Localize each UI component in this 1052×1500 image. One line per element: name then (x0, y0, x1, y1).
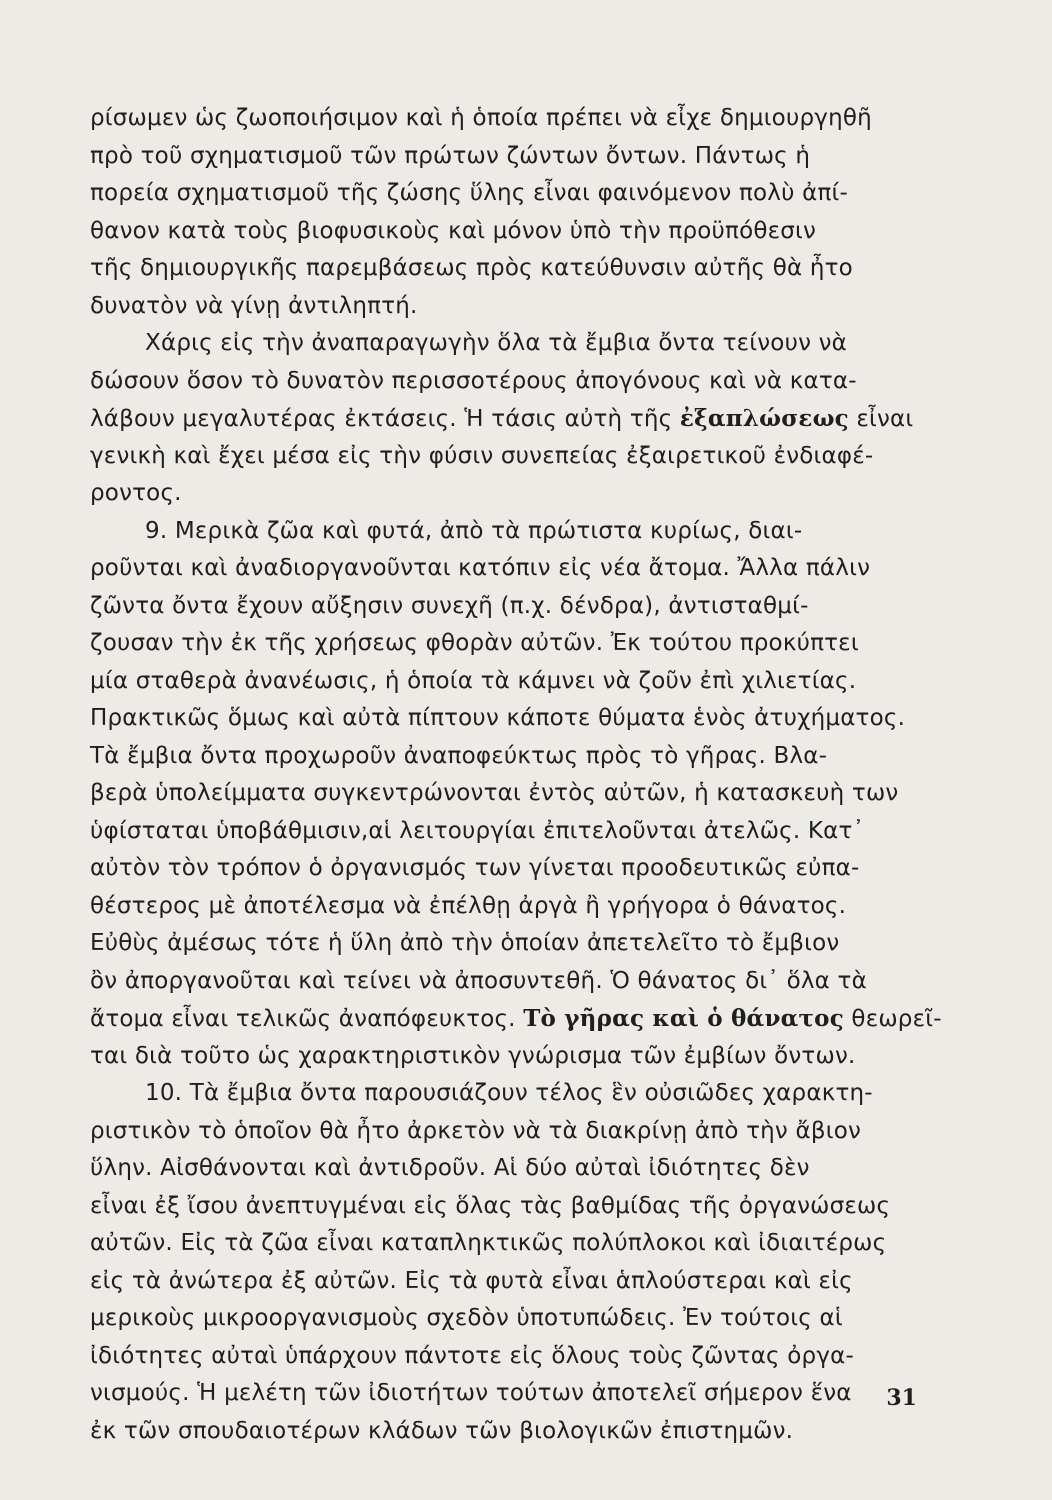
text-line: ὕλην. Αἰσθάνονται καὶ ἀντιδροῦν. Αἱ δύο αὐταὶ ἰδιότητες δὲν (90, 1155, 810, 1181)
text-line: θέστερος μὲ ἀποτέλεσμα νὰ ἐπέλθῃ ἀργὰ ἢ γρήγορα ὁ θάνατος. (90, 892, 847, 919)
paragraph-start-line: 10. Τὰ ἔμβια ὄντα παρουσιάζουν τέλος ἓν οὐσιῶδες χαρακτη- (145, 1080, 873, 1106)
text-line: ται διὰ τοῦτο ὡς χαρακτηριστικὸν γνώρισμα τῶν ἐμβίων ὄντων. (90, 1042, 856, 1069)
text-line: δυνατὸν νὰ γίνῃ ἀντιληπτή. (90, 292, 418, 319)
text-line: ζουσαν τὴν ἐκ τῆς χρήσεως φθορὰν αὐτῶν. Ἐκ τούτου προκύπτει (90, 630, 859, 656)
text-segment: λάβουν μεγαλυτέρας ἐκτάσεις. Ἡ τάσις αὐτὴ τῆς (90, 406, 680, 432)
text-line: μερικοὺς μικροοργανισμοὺς σχεδὸν ὑποτυπώδεις. Ἐν τούτοις αἱ (90, 1305, 843, 1331)
text-line: πορεία σχηματισμοῦ τῆς ζώσης ὕλης εἶναι φαινόμενον πολὺ ἀπί- (90, 180, 848, 206)
text-line: ἰδιότητες αὐταὶ ὑπάρχουν πάντοτε εἰς ὅλους τοὺς ζῶντας ὀργα- (90, 1342, 855, 1369)
text-segment: εἶναι (848, 406, 914, 432)
body-text (90, 100, 942, 1450)
text-line: εἶναι ἐξ ἴσου ἀνεπτυγμέναι εἰς ὅλας τὰς βαθμίδας τῆς ὀργανώσεως (90, 1192, 891, 1219)
paragraph-start-line: Χάρις εἰς τὴν ἀναπαραγωγὴν ὅλα τὰ ἔμβια ὄντα τείνουν νὰ (145, 330, 848, 356)
paragraph-start-line: 9. Μερικὰ ζῶα καὶ φυτά, ἀπὸ τὰ πρώτιστα κυρίως, διαι- (145, 517, 803, 544)
text-line: ριστικὸν τὸ ὁποῖον θὰ ἦτο ἀρκετὸν νὰ τὰ διακρίνῃ ἀπὸ τὴν ἄβιον (90, 1117, 862, 1144)
emphasized-term: ἐξαπλώσεως (679, 405, 849, 432)
text-line: ροντος. (90, 480, 182, 506)
text-line: ρίσωμεν ὡς ζωοποιήσιμον καὶ ἡ ὁποία πρέπει νὰ εἶχε δημιουργηθῆ (90, 105, 872, 131)
text-line: τῆς δημιουργικῆς παρεμβάσεως πρὸς κατεύθυνσιν αὐτῆς θὰ ἦτο (90, 255, 853, 281)
page-number: 31 (886, 1385, 917, 1411)
text-line: ὑφίσταται ὑποβάθμισιν,αἱ λειτουργίαι ἐπιτελοῦνται ἀτελῶς. Κατ᾿ (90, 817, 865, 844)
text-line: μία σταθερὰ ἀνανέωσις, ἡ ὁποία τὰ κάμνει νὰ ζοῦν ἐπὶ χιλιετίας. (90, 667, 857, 694)
text-line-with-emphasis (90, 1000, 942, 1038)
text-line: Τὰ ἔμβια ὄντα προχωροῦν ἀναποφεύκτως πρὸς τὸ γῆρας. Βλα- (90, 742, 828, 769)
text-line: αὐτὸν τὸν τρόπον ὁ ὀργανισμός των γίνεται προοδευτικῶς εὐπα- (90, 855, 860, 881)
text-line: Πρακτικῶς ὅμως καὶ αὐτὰ πίπτουν κάποτε θύματα ἑνὸς ἀτυχήματος. (90, 705, 906, 731)
text-line: δώσουν ὅσον τὸ δυνατὸν περισσοτέρους ἀπογόνους καὶ νὰ κατα- (90, 367, 857, 394)
text-segment: ἄτομα εἶναι τελικῶς ἀναπόφευκτος. (90, 1006, 524, 1032)
text-line: Εὐθὺς ἀμέσως τότε ἡ ὕλη ἀπὸ τὴν ὁποίαν ἀπετελεῖτο τὸ ἔμβιον (90, 930, 840, 956)
text-line: γενικὴ καὶ ἔχει μέσα εἰς τὴν φύσιν συνεπείας ἐξαιρετικοῦ ἐνδιαφέ- (90, 442, 874, 469)
text-line: ὂν ἀποργανοῦται καὶ τείνει νὰ ἀποσυντεθῆ. Ὁ θάνατος δι᾿ ὅλα τὰ (90, 967, 867, 994)
text-line: ροῦνται καὶ ἀναδιοργανοῦνται κατόπιν εἰς νέα ἄτομα. Ἄλλα πάλιν (90, 555, 871, 581)
emphasized-term: Τὸ γῆρας καὶ ὁ θάνατος (523, 1005, 844, 1032)
text-line: βερὰ ὑπολείμματα συγκεντρώνονται ἐντὸς αὐτῶν, ἡ κατασκευὴ των (90, 780, 899, 806)
text-line: ζῶντα ὄντα ἔχουν αὔξησιν συνεχῆ (π.χ. δένδρα), ἀντισταθμί- (90, 592, 809, 619)
text-line: θανον κατὰ τοὺς βιοφυσικοὺς καὶ μόνον ὑπὸ τὴν προϋπόθεσιν (90, 217, 817, 244)
text-segment: θεωρεῖ- (843, 1006, 942, 1032)
text-line: αὐτῶν. Εἰς τὰ ζῶα εἶναι καταπληκτικῶς πολύπλοκοι καὶ ἰδιαιτέρως (90, 1230, 887, 1256)
text-line-with-emphasis (90, 400, 930, 438)
text-line: πρὸ τοῦ σχηματισμοῦ τῶν πρώτων ζώντων ὄντων. Πάντως ἡ (90, 142, 811, 169)
text-line: ἐκ τῶν σπουδαιοτέρων κλάδων τῶν βιολογικῶν ἐπιστημῶν. (90, 1417, 794, 1444)
text-line: εἰς τὰ ἀνώτερα ἐξ αὐτῶν. Εἰς τὰ φυτὰ εἶναι ἁπλούστεραι καὶ εἰς (90, 1267, 853, 1294)
text-line: νισμούς. Ἡ μελέτη τῶν ἰδιοτήτων τούτων ἀποτελεῖ σήμερον ἕνα (90, 1380, 852, 1406)
